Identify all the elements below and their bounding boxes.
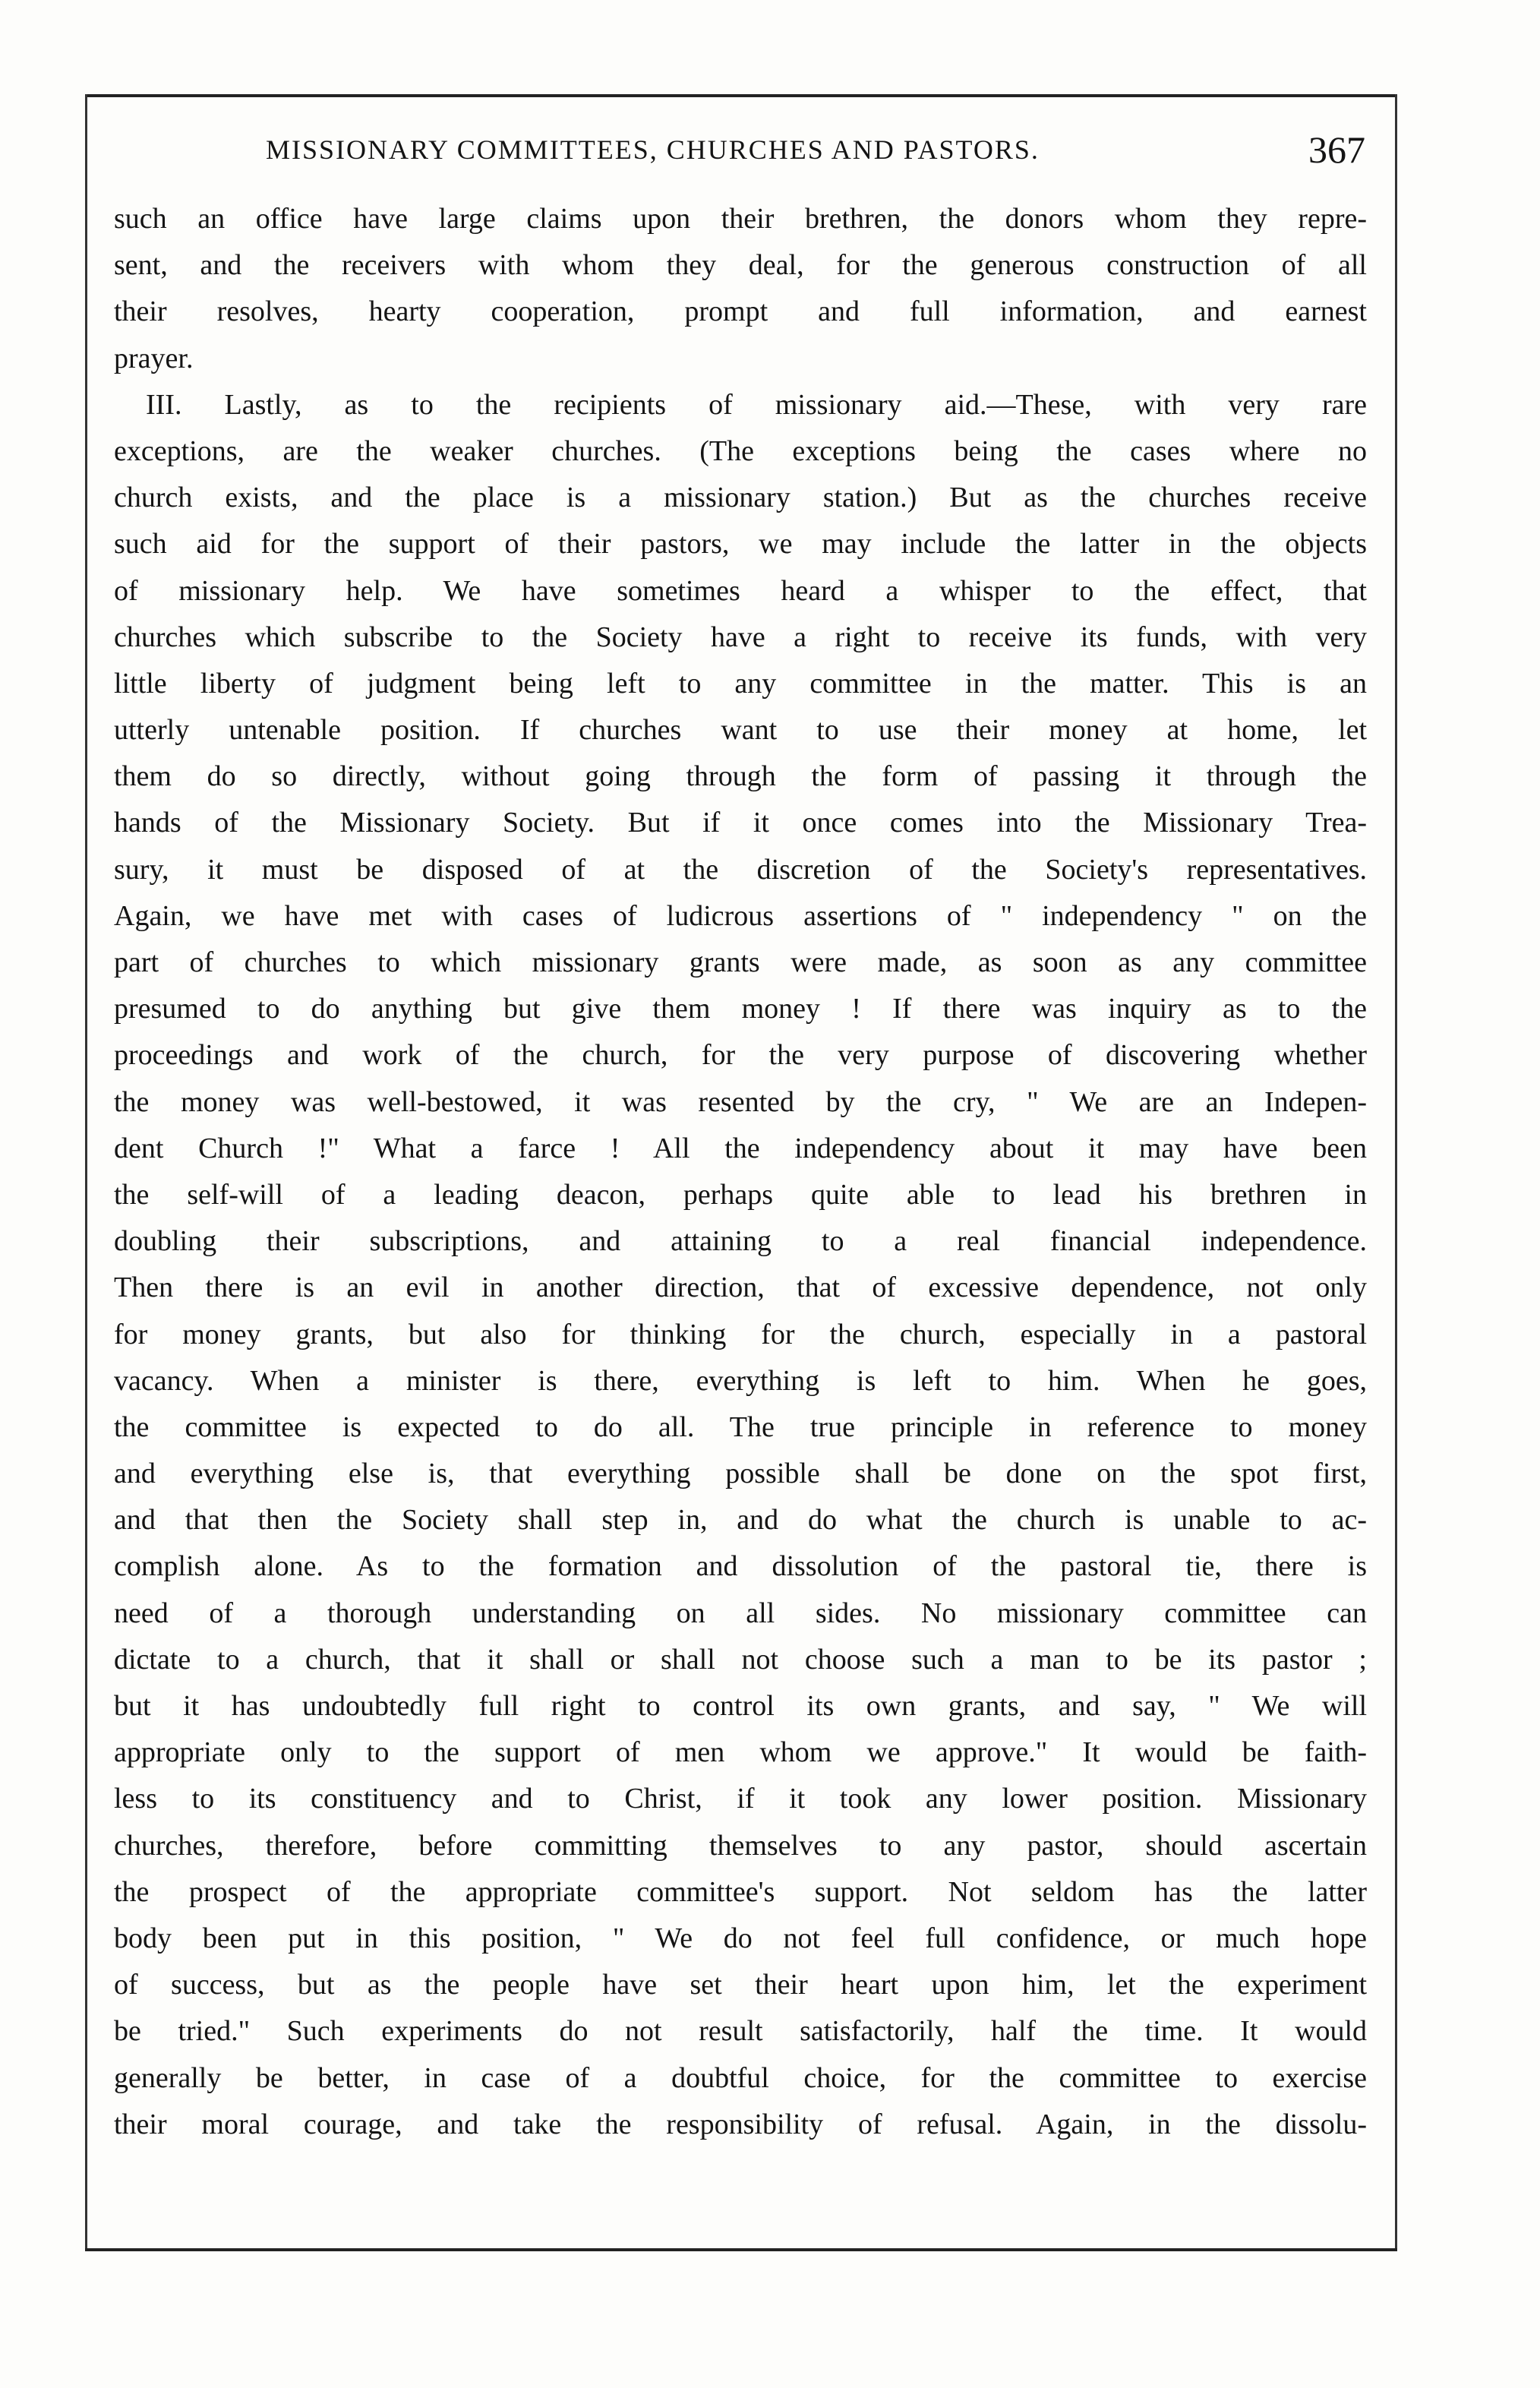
text-line: sent, and the receivers with whom they deal, for the generous construction of all	[114, 249, 1367, 282]
text-line: of missionary help. We have sometimes heard a whisper to the effect, that	[114, 574, 1367, 607]
running-head	[114, 129, 1382, 175]
text-line: appropriate only to the support of men whom we approve." It would be faith-	[114, 1736, 1367, 1769]
text-line: generally be better, in case of a doubtful choice, for the committee to exercise	[114, 2061, 1367, 2094]
text-line: the self-will of a leading deacon, perhaps quite able to lead his brethren in	[114, 1178, 1367, 1211]
text-line: Then there is an evil in another direction, that of excessive dependence, not only	[114, 1271, 1367, 1304]
text-line: such aid for the support of their pastors, we may include the latter in the objects	[114, 528, 1367, 561]
text-line: of success, but as the people have set their heart upon him, let the experiment	[114, 1969, 1367, 2001]
page-frame-top-rule	[85, 94, 1397, 97]
text-line: but it has undoubtedly full right to control its own grants, and say, " We will	[114, 1690, 1367, 1722]
text-line: part of churches to which missionary grants were made, as soon as any committee	[114, 946, 1367, 978]
text-line: hands of the Missionary Society. But if it once comes into the Missionary Trea-	[114, 807, 1367, 839]
text-line: proceedings and work of the church, for the very purpose of discovering whether	[114, 1039, 1367, 1072]
page-number: 367	[1308, 128, 1365, 171]
text-line: exceptions, are the weaker churches. (The exceptions being the cases where no	[114, 434, 1367, 467]
text-line: such an office have large claims upon their brethren, the donors whom they repre-	[114, 203, 1367, 235]
body-text	[114, 196, 1367, 2148]
text-line: dent Church !" What a farce ! All the independency about it may have been	[114, 1132, 1367, 1164]
text-line: churches which subscribe to the Society have a right to receive its funds, with very	[114, 621, 1367, 653]
page-frame-left-rule	[85, 94, 87, 2251]
text-line: for money grants, but also for thinking for the church, especially in a pastoral	[114, 1318, 1367, 1350]
page-frame-bottom-rule	[85, 2248, 1397, 2251]
text-line: less to its constituency and to Christ, if it took any lower position. Missionary	[114, 1783, 1367, 1815]
text-line: the prospect of the appropriate committee's support. Not seldom has the latter	[114, 1875, 1367, 1908]
text-line: need of a thorough understanding on all sides. No missionary committee can	[114, 1597, 1367, 1629]
text-line: vacancy. When a minister is there, everything is left to him. When he goes,	[114, 1364, 1367, 1397]
text-line: the money was well-bestowed, it was resented by the cry, " We are an Indepen-	[114, 1085, 1367, 1118]
text-line: and that then the Society shall step in, and do what the church is unable to ac-	[114, 1504, 1367, 1537]
text-line: them do so directly, without going through the form of passing it through the	[114, 760, 1367, 793]
text-line: prayer.	[114, 342, 194, 374]
text-line: little liberty of judgment being left to any committee in the matter. This is an	[114, 667, 1367, 700]
running-head-title: MISSIONARY COMMITTEES, CHURCHES AND PASTORS.	[266, 134, 1040, 165]
text-line: the committee is expected to do all. The true principle in reference to money	[114, 1410, 1367, 1443]
text-line: be tried." Such experiments do not result satisfactorily, half the time. It would	[114, 2015, 1367, 2048]
text-line: body been put in this position, " We do not feel full confidence, or much hope	[114, 1922, 1367, 1954]
text-line: Again, we have met with cases of ludicrous assertions of " independency " on the	[114, 899, 1367, 932]
text-line: their resolves, hearty cooperation, prompt and full information, and earnest	[114, 295, 1367, 328]
text-line: their moral courage, and take the responsibility of refusal. Again, in the dissolu-	[114, 2108, 1367, 2140]
text-line: and everything else is, that everything possible shall be done on the spot first,	[114, 1458, 1367, 1490]
text-line: sury, it must be disposed of at the discretion of the Society's representatives.	[114, 853, 1367, 886]
text-line: complish alone. As to the formation and dissolution of the pastoral tie, there is	[114, 1550, 1367, 1583]
text-line: church exists, and the place is a missionary station.) But as the churches receive	[114, 482, 1367, 514]
text-line: churches, therefore, before committing themselves to any pastor, should ascertain	[114, 1829, 1367, 1862]
page-frame-right-rule	[1395, 94, 1397, 2251]
text-line: dictate to a church, that it shall or shall not choose such a man to be its pastor ;	[114, 1643, 1367, 1676]
text-line: utterly untenable position. If churches want to use their money at home, let	[114, 714, 1367, 747]
text-line: doubling their subscriptions, and attaining to a real financial independence.	[114, 1225, 1367, 1258]
text-line: III. Lastly, as to the recipients of missionary aid.—These, with very rare	[146, 388, 1367, 421]
text-line: presumed to do anything but give them money ! If there was inquiry as to the	[114, 993, 1367, 1025]
